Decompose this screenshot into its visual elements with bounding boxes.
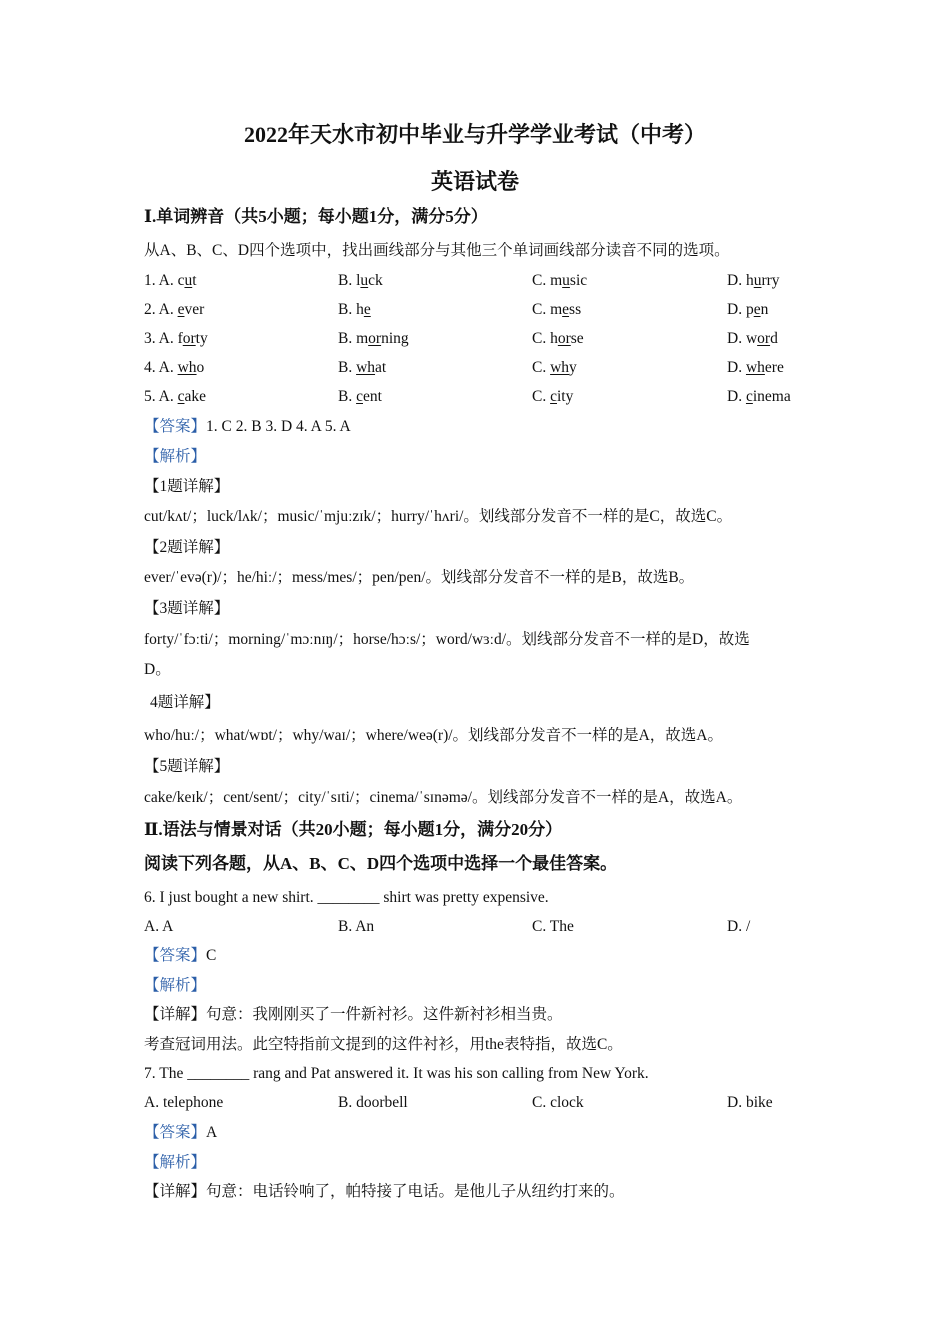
q4-option-a: 4. A. who [144, 359, 205, 376]
answer-line-1 [144, 417, 351, 437]
underlined-segment: c [177, 388, 185, 405]
underlined-segment: wh [356, 359, 376, 376]
q7-stem: 7. The ________ rang and Pat answered it. It was his son calling from New York. [144, 1065, 649, 1082]
q1-option-d: D. hurry [727, 272, 780, 289]
detail-5-body: cake/keɪk/；cent/sent/；city/ˈsɪti/；cinema/ˈsɪnəmə/。划线部分发音不一样的是A，故选A。 [144, 789, 743, 806]
underlined-segment: u [184, 272, 193, 289]
underlined-segment: or [757, 330, 771, 347]
answer-tag: 【答案】 [144, 418, 207, 435]
q7-answer [144, 1123, 217, 1143]
underlined-segment: wh [177, 359, 197, 376]
q3-option-b: B. morning [338, 330, 409, 347]
section1-heading: Ⅰ.单词辨音（共5小题；每小题1分，满分5分） [144, 207, 488, 226]
q6-analysis-tag: 【解析】 [144, 977, 207, 994]
underlined-segment: e [363, 301, 371, 318]
q6-detail-text: 句意：我刚刚买了一件新衬衫。这件新衬衫相当贵。 [206, 1006, 563, 1023]
q4-option-d: D. where [727, 359, 784, 376]
detail-3-head: 【3题详解】 [144, 600, 230, 617]
underlined-segment: c [356, 388, 363, 405]
q1-option-c: C. music [532, 272, 588, 289]
q6-option-c: C. The [532, 918, 574, 935]
detail-5-head: 【5题详解】 [144, 758, 230, 775]
analysis-tag: 【解析】 [144, 448, 207, 465]
q6-answer [144, 946, 216, 966]
q6-option-a: A. A [144, 918, 174, 935]
detail-1-body: cut/kʌt/；luck/lʌk/；music/ˈmjuːzɪk/；hurry/ˈhʌri/。划线部分发音不一样的是C，故选C。 [144, 508, 733, 525]
q7-detail [144, 1182, 625, 1202]
detail-4-body: who/huː/；what/wɒt/；why/waɪ/；where/weə(r)/。划线部分发音不一样的是A，故选A。 [144, 727, 723, 744]
detail-1-head: 【1题详解】 [144, 478, 230, 495]
underlined-segment: wh [745, 359, 765, 376]
q6-stem: 6. I just bought a new shirt. ________ shirt was pretty expensive. [144, 889, 549, 906]
underlined-segment: wh [550, 359, 570, 376]
underlined-segment: or [368, 330, 382, 347]
q6-option-d: D. / [727, 918, 751, 935]
q3-option-a: 3. A. forty [144, 330, 208, 347]
exam-title: 2022年天水市初中毕业与升学学业考试（中考） [243, 122, 706, 147]
q5-option-a: 5. A. cake [144, 388, 206, 405]
q3-option-d: D. word [727, 330, 778, 347]
q7-analysis-tag: 【解析】 [144, 1154, 207, 1171]
detail-2-head: 【2题详解】 [144, 539, 230, 556]
q6-option-b: B. An [338, 918, 375, 935]
underlined-segment: or [182, 330, 196, 347]
q2-option-c: C. mess [532, 301, 582, 318]
underlined-segment: c [550, 388, 557, 405]
q7-answer-tag: 【答案】 [144, 1124, 207, 1141]
q6-answer-value: C [206, 947, 217, 964]
underlined-segment: u [562, 272, 570, 289]
q5-option-b: B. cent [338, 388, 382, 405]
detail-3-body: forty/ˈfɔːti/；morning/ˈmɔːnɪŋ/；horse/hɔːs/；word/wɜːd/。划线部分发音不一样的是D，故选 [144, 631, 750, 648]
underlined-segment: e [562, 301, 570, 318]
underlined-segment: e [177, 301, 185, 318]
underlined-segment: u [360, 272, 369, 289]
q7-option-a: A. telephone [144, 1094, 224, 1111]
q4-option-c: C. why [532, 359, 577, 376]
detail-4-head: 4题详解】 [150, 694, 220, 711]
q7-option-c: C. clock [532, 1094, 584, 1111]
q7-option-b: B. doorbell [338, 1094, 408, 1111]
q2-option-b: B. he [338, 301, 371, 318]
q4-option-b: B. what [338, 359, 387, 376]
q6-detail [144, 1005, 563, 1025]
underlined-segment: u [753, 272, 762, 289]
q1-option-b: B. luck [338, 272, 383, 289]
q6-answer-tag: 【答案】 [144, 947, 207, 964]
section2-heading: Ⅱ.语法与情景对话（共20小题；每小题1分，满分20分） [144, 820, 563, 839]
q2-option-a: 2. A. ever [144, 301, 205, 318]
section2-instruction: 阅读下列各题，从A、B、C、D四个选项中选择一个最佳答案。 [144, 854, 618, 873]
exam-subtitle: 英语试卷 [430, 169, 519, 194]
q3-option-c: C. horse [532, 330, 584, 347]
q6-detail-tag: 【详解】 [144, 1006, 207, 1023]
q7-option-d: D. bike [727, 1094, 773, 1111]
underlined-segment: c [745, 388, 753, 405]
q1-option-a: 1. A. cut [144, 272, 197, 289]
underlined-segment: or [557, 330, 571, 347]
q5-option-c: C. city [532, 388, 574, 405]
q7-detail-tag: 【详解】 [144, 1183, 207, 1200]
q7-answer-value: A [206, 1124, 218, 1141]
q5-option-d: D. cinema [727, 388, 791, 405]
underlined-segment: e [753, 301, 761, 318]
section1-instruction: 从A、B、C、D四个选项中，找出画线部分与其他三个单词画线部分读音不同的选项。 [144, 242, 730, 259]
q7-detail-text: 句意：电话铃响了，帕特接了电话。是他儿子从纽约打来的。 [206, 1183, 625, 1200]
detail-3-body-cont: D。 [144, 661, 171, 678]
q6-note: 考查冠词用法。此空特指前文提到的这件衬衫，用the表特指，故选C。 [144, 1036, 623, 1053]
q2-option-d: D. pen [727, 301, 769, 318]
answer-text: 1. C 2. B 3. D 4. A 5. A [206, 418, 351, 435]
detail-2-body: ever/ˈevə(r)/；he/hiː/；mess/mes/；pen/pen/。划线部分发音不一样的是B，故选B。 [144, 569, 695, 586]
